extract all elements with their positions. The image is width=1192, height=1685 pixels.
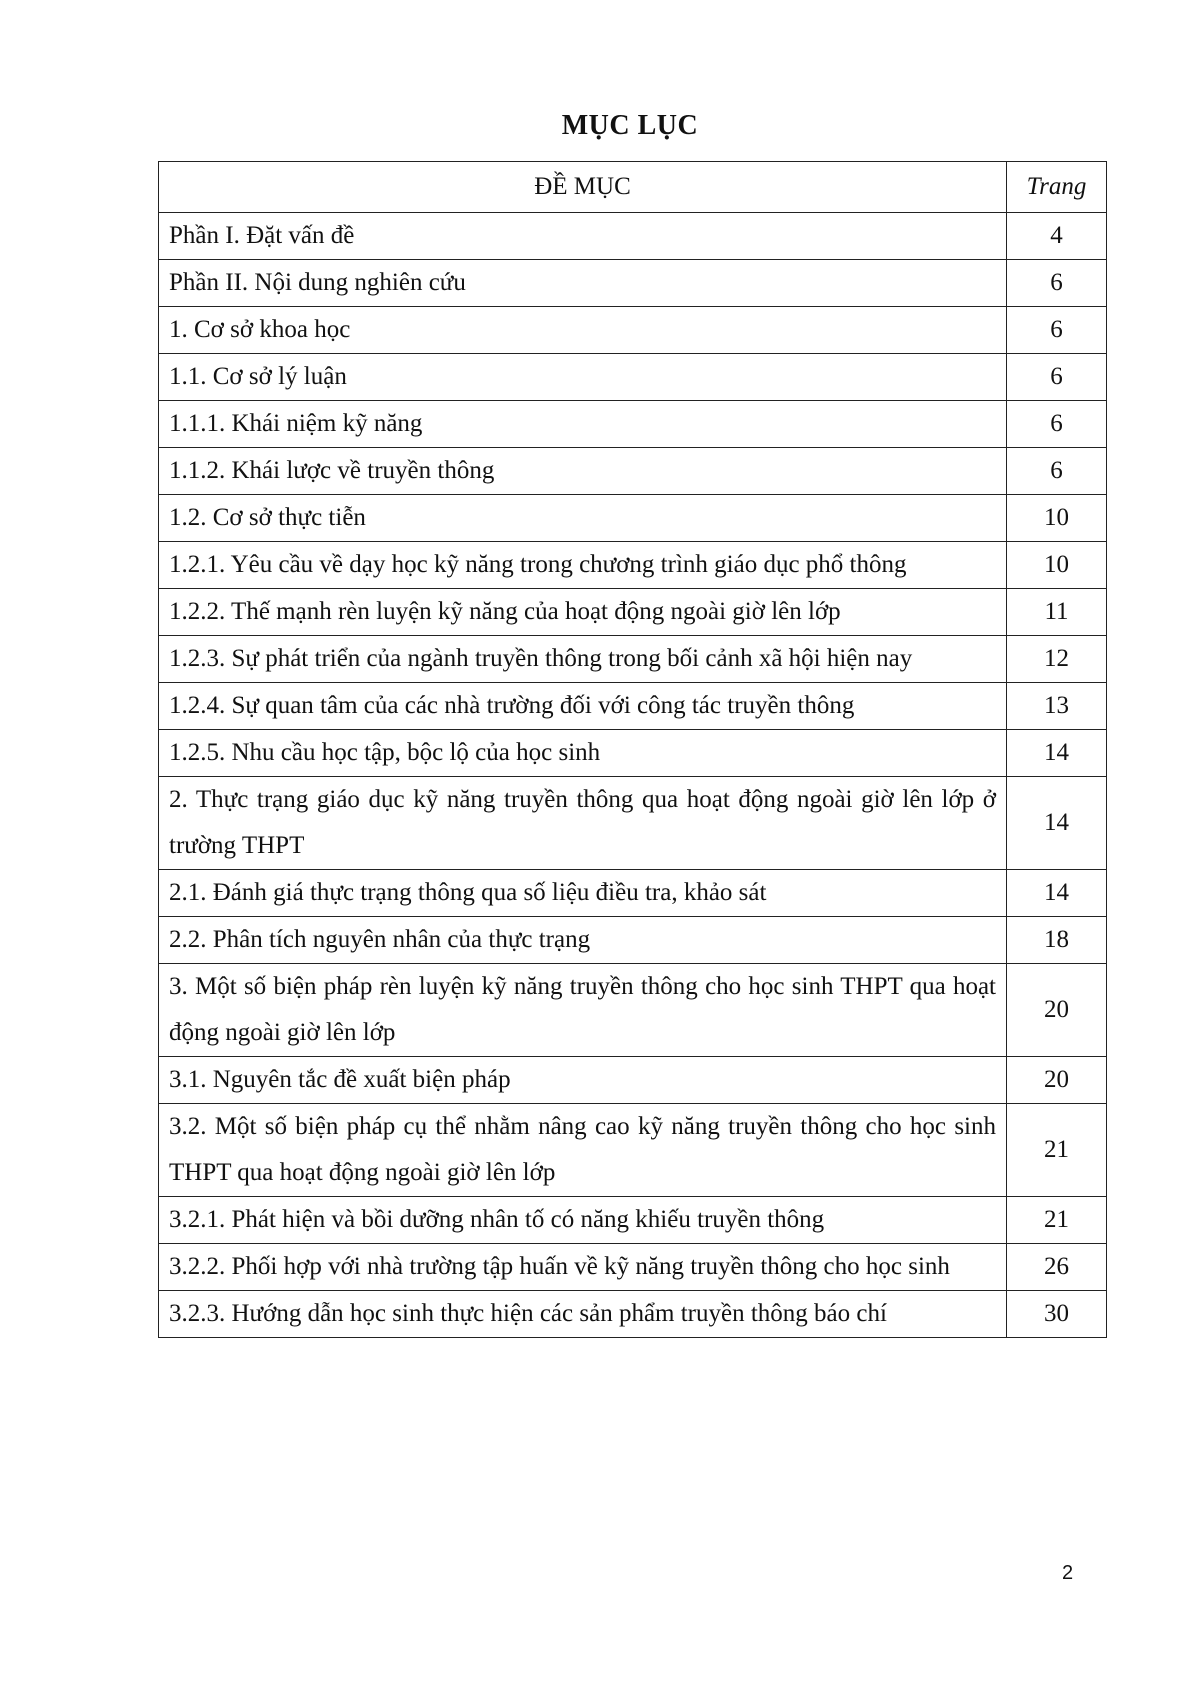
toc-entry-page: 18 [1007, 917, 1107, 964]
toc-entry-label: Phần I. Đặt vấn đề [159, 213, 1007, 260]
toc-entry-page: 14 [1007, 777, 1107, 870]
toc-entry-label: 1.1.2. Khái lược về truyền thông [159, 448, 1007, 495]
toc-entry-page: 14 [1007, 870, 1107, 917]
toc-header-row [159, 162, 1107, 213]
toc-entry-page: 10 [1007, 495, 1107, 542]
toc-entry-label: 1.2. Cơ sở thực tiễn [159, 495, 1007, 542]
toc-entry-label: 3.2.2. Phối hợp với nhà trường tập huấn về kỹ năng truyền thông cho học sinh [159, 1244, 1007, 1291]
toc-row [159, 1197, 1107, 1244]
toc-entry-label: 1.2.4. Sự quan tâm của các nhà trường đối với công tác truyền thông [159, 683, 1007, 730]
toc-entry-page: 20 [1007, 1057, 1107, 1104]
toc-entry-page: 4 [1007, 213, 1107, 260]
toc-row [159, 401, 1107, 448]
toc-row [159, 354, 1107, 401]
toc-entry-page: 26 [1007, 1244, 1107, 1291]
page-title: MỤC LỤC [561, 110, 699, 141]
toc-entry-label: 3.2.1. Phát hiện và bồi dưỡng nhân tố có năng khiếu truyền thông [159, 1197, 1007, 1244]
toc-row [159, 542, 1107, 589]
toc-row [159, 260, 1107, 307]
toc-row [159, 1291, 1107, 1338]
toc-row [159, 448, 1107, 495]
toc-row [159, 1104, 1107, 1197]
toc-entry-page: 13 [1007, 683, 1107, 730]
toc-entry-label: 2. Thực trạng giáo dục kỹ năng truyền thông qua hoạt động ngoài giờ lên lớp ở trường THPT [159, 777, 1007, 870]
toc-entry-page: 6 [1007, 260, 1107, 307]
toc-entry-page: 21 [1007, 1104, 1107, 1197]
toc-row [159, 307, 1107, 354]
toc-entry-label: 2.2. Phân tích nguyên nhân của thực trạng [159, 917, 1007, 964]
toc-entry-page: 12 [1007, 636, 1107, 683]
toc-entry-label: 1. Cơ sở khoa học [159, 307, 1007, 354]
toc-row [159, 683, 1107, 730]
toc-row [159, 777, 1107, 870]
toc-row [159, 964, 1107, 1057]
toc-header-page: Trang [1007, 162, 1107, 213]
toc-entry-page: 14 [1007, 730, 1107, 777]
toc-entry-label: 1.2.2. Thế mạnh rèn luyện kỹ năng của hoạt động ngoài giờ lên lớp [159, 589, 1007, 636]
toc-row [159, 495, 1107, 542]
toc-row [159, 1244, 1107, 1291]
toc-entry-label: 1.2.1. Yêu cầu về dạy học kỹ năng trong chương trình giáo dục phổ thông [159, 542, 1007, 589]
toc-table [158, 161, 1107, 1338]
toc-entry-page: 6 [1007, 307, 1107, 354]
toc-entry-label: 1.2.3. Sự phát triển của ngành truyền thông trong bối cảnh xã hội hiện nay [159, 636, 1007, 683]
page-number: 2 [1062, 1562, 1074, 1584]
toc-entry-label: 3.1. Nguyên tắc đề xuất biện pháp [159, 1057, 1007, 1104]
toc-row [159, 917, 1107, 964]
toc-entry-page: 6 [1007, 354, 1107, 401]
toc-entry-label: 1.1. Cơ sở lý luận [159, 354, 1007, 401]
toc-entry-page: 6 [1007, 401, 1107, 448]
toc-entry-page: 20 [1007, 964, 1107, 1057]
toc-row [159, 636, 1107, 683]
toc-row [159, 213, 1107, 260]
toc-entry-label: 1.1.1. Khái niệm kỹ năng [159, 401, 1007, 448]
toc-entry-label: 3.2. Một số biện pháp cụ thể nhằm nâng cao kỹ năng truyền thông cho học sinh THPT qua hoạt động ngoài giờ lên lớp [159, 1104, 1007, 1197]
toc-header-label: ĐỀ MỤC [159, 162, 1007, 213]
toc-entry-label: Phần II. Nội dung nghiên cứu [159, 260, 1007, 307]
toc-entry-page: 10 [1007, 542, 1107, 589]
toc-entry-label: 3.2.3. Hướng dẫn học sinh thực hiện các sản phẩm truyền thông báo chí [159, 1291, 1007, 1338]
toc-row [159, 730, 1107, 777]
toc-body [159, 213, 1107, 1338]
toc-entry-page: 11 [1007, 589, 1107, 636]
toc-entry-page: 6 [1007, 448, 1107, 495]
toc-row [159, 589, 1107, 636]
toc-entry-label: 3. Một số biện pháp rèn luyện kỹ năng truyền thông cho học sinh THPT qua hoạt động ngoài giờ lên lớp [159, 964, 1007, 1057]
toc-entry-page: 30 [1007, 1291, 1107, 1338]
toc-entry-label: 1.2.5. Nhu cầu học tập, bộc lộ của học sinh [159, 730, 1007, 777]
toc-entry-page: 21 [1007, 1197, 1107, 1244]
toc-row [159, 1057, 1107, 1104]
toc-entry-label: 2.1. Đánh giá thực trạng thông qua số liệu điều tra, khảo sát [159, 870, 1007, 917]
toc-row [159, 870, 1107, 917]
